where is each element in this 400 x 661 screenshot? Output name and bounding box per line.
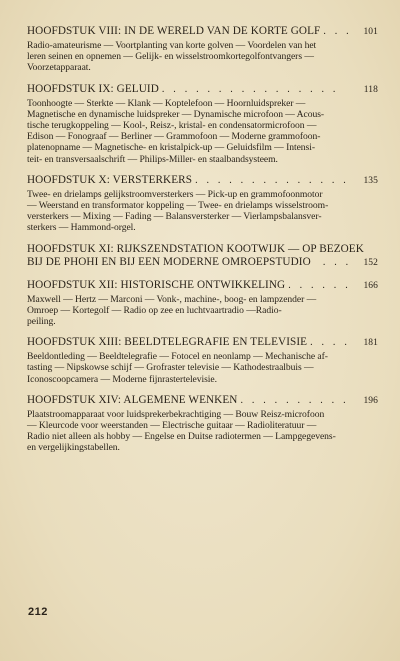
chapter-description bbox=[27, 409, 378, 454]
description-line: Voorzetapparaat. bbox=[27, 62, 91, 74]
page-folio: 212 bbox=[28, 606, 48, 618]
chapter-description bbox=[27, 351, 378, 385]
page-number: 152 bbox=[363, 257, 378, 268]
chapter-xii bbox=[27, 279, 378, 328]
description-line: Omroep — Kortegolf — Radio op zee en luchtvaartradio —Radio- bbox=[27, 304, 282, 316]
page-number: 166 bbox=[363, 280, 378, 291]
chapter-xi bbox=[27, 243, 378, 270]
chapter-heading bbox=[27, 25, 378, 39]
page-number: 118 bbox=[363, 84, 378, 95]
description-line: en vergelijkingstabellen. bbox=[27, 442, 120, 454]
description-line: Maxwell — Hertz — Marconi — Vonk-, machine-, boog- en lampzender — bbox=[27, 293, 317, 305]
description-line: platenopname — Magnetische- en kristalpick-up — Geluidsfilm — Intensi- bbox=[27, 142, 315, 154]
description-line: leren seinen en opnemen — Gelijk- en wisselstroomkortegolfontvangers — bbox=[27, 51, 314, 63]
table-of-contents bbox=[27, 25, 378, 463]
description-line: tasting — Nipskowse schijf — Grofraster televisie — Kathodestraalbuis — bbox=[27, 362, 314, 374]
chapter-title: HOOFDSTUK XII: HISTORISCHE ONTWIKKELING bbox=[27, 278, 286, 291]
description-line: Radio-amateurisme — Voortplanting van korte golven — Voordelen van het bbox=[27, 40, 317, 51]
leader-dots: . . . . . . . . . . bbox=[240, 394, 349, 406]
chapter-description bbox=[27, 40, 378, 74]
leader-dots: . . . . . . . . . . . . . . bbox=[195, 174, 349, 186]
description-line: Radio niet alleen als hobby — Engelse en Duitse radiotermen — Lampgegevens- bbox=[27, 431, 336, 443]
description-line: Toonhoogte — Sterkte — Klank — Koptelefoon — Hoornluidspreker — bbox=[27, 97, 306, 109]
leader-dots: . . . bbox=[323, 26, 352, 37]
chapter-heading bbox=[27, 174, 378, 188]
chapter-heading bbox=[27, 336, 378, 350]
chapter-title-line: BIJ DE PHOHI EN BIJ EEN MODERNE OMROEPSTUDIO bbox=[27, 255, 311, 268]
chapter-title: HOOFDSTUK XIII: BEELDTELEGRAFIE EN TELEVISIE bbox=[27, 336, 308, 349]
description-line: Edison — Fonograaf — Berliner — Grammofoon — Moderne grammofoon- bbox=[27, 131, 321, 143]
chapter-title: HOOFDSTUK XIV: ALGEMENE WENKEN bbox=[27, 393, 238, 406]
chapter-xiii bbox=[27, 336, 378, 385]
chapter-heading bbox=[27, 83, 378, 97]
description-line: Plaatstroomapparaat voor luidsprekerbekrachtiging — Bouw Reisz-microfoon bbox=[27, 408, 325, 420]
page-number: 181 bbox=[363, 338, 378, 349]
leader-dots: . . . bbox=[322, 256, 352, 268]
leader-dots: . . . . . . bbox=[288, 279, 351, 291]
leader-dots: . . . . bbox=[310, 337, 351, 349]
chapter-heading bbox=[27, 394, 378, 408]
description-line: Iconoscoopcamera — Moderne fijnrastertelevisie. bbox=[27, 373, 217, 385]
chapter-description bbox=[27, 98, 378, 165]
description-line: sterkers — Hammond-orgel. bbox=[27, 222, 136, 234]
page-number: 135 bbox=[363, 175, 378, 186]
chapter-description bbox=[27, 294, 378, 328]
chapter-description bbox=[27, 189, 378, 234]
description-line: peiling. bbox=[27, 316, 56, 328]
description-line: teit- en transversaalschrift — Philips-Miller- en staalbandsysteem. bbox=[27, 153, 278, 165]
description-line: — Weerstand en transformator koppeling — Twee- en drielamps wisselstroom- bbox=[27, 200, 329, 212]
chapter-title-row bbox=[27, 256, 378, 270]
description-line: — Kleurcode voor weerstanden — Electrische guitaar — Radioliteratuur — bbox=[27, 420, 317, 432]
chapter-ix bbox=[27, 83, 378, 165]
page-number: 196 bbox=[363, 395, 378, 406]
chapter-viii bbox=[27, 25, 378, 74]
description-line: Magnetische en dynamische luidspreker — Dynamische microfoon — Acous- bbox=[27, 108, 325, 120]
chapter-title: HOOFDSTUK VIII: IN DE WERELD VAN DE KORTE GOLF bbox=[27, 25, 321, 37]
page-number: 101 bbox=[363, 27, 378, 37]
chapter-heading bbox=[27, 279, 378, 293]
chapter-title-line: HOOFDSTUK XI: RIJKSZENDSTATION KOOTWIJK — OP BEZOEK bbox=[27, 242, 364, 255]
leader-dots: . . . . . . . . . . . . . . . . bbox=[161, 83, 339, 95]
chapter-xiv bbox=[27, 394, 378, 454]
description-line: Beeldontleding — Beeldtelegrafie — Fotocel en neonlamp — Mechanische af- bbox=[27, 351, 328, 363]
description-line: Twee- en drielamps gelijkstroomversterkers — Pick-up en grammofoonmotor bbox=[27, 188, 323, 200]
chapter-title: HOOFDSTUK IX: GELUID bbox=[27, 82, 159, 95]
description-line: tische terugkoppeling — Kool-, Reisz-, kristal- en condensatormicrofoon — bbox=[27, 120, 317, 132]
description-line: versterkers — Mixing — Fading — Balansversterker — Vierlampsbalansver- bbox=[27, 211, 322, 223]
chapter-title: HOOFDSTUK X: VERSTERKERS bbox=[27, 173, 193, 186]
chapter-x bbox=[27, 174, 378, 234]
chapter-heading bbox=[27, 243, 378, 270]
